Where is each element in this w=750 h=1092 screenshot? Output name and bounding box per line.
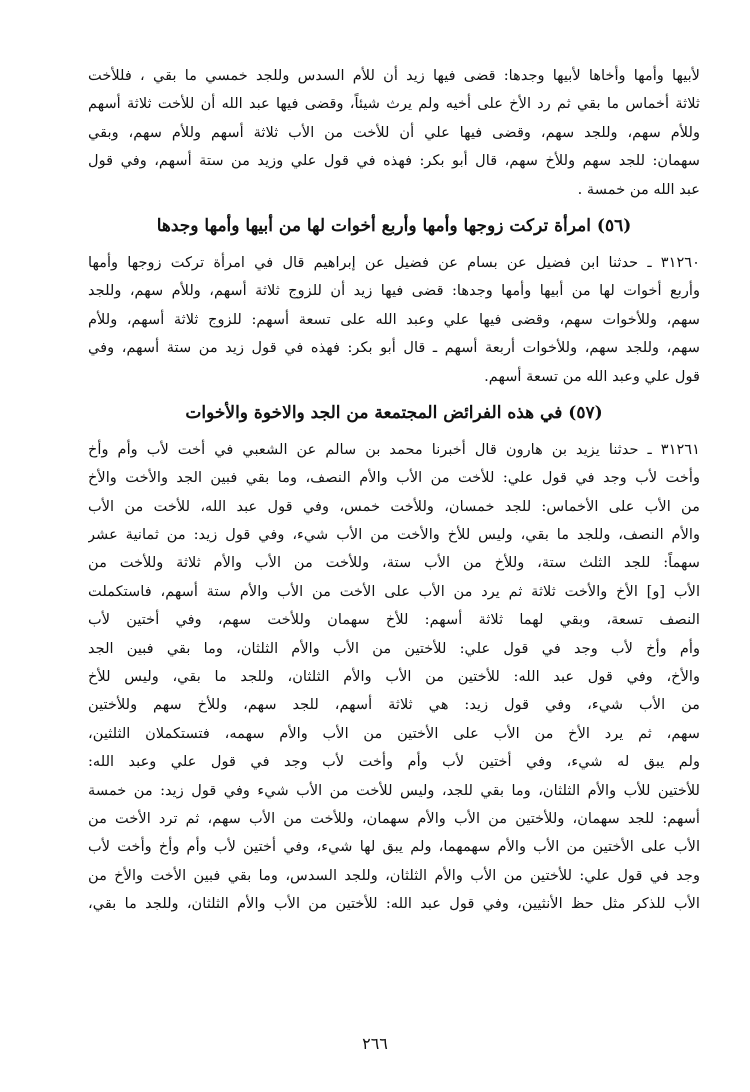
text-line: والأم النصف، وللجد ما بقي، وليس للأخ والأخت من الأب شيء، وفي قول زيد: من ثمانية عشر bbox=[88, 526, 700, 544]
text-line: سهم، ثم يرد الأخ من الأب على الأختين من الأب والأم سهمه، فتستكملان الثلثين، bbox=[88, 724, 700, 742]
text-line: سهم، وللجد سهم، وللأخوات أربعة أسهم ـ قال أبو بكر: فهذه في قول زيد من ستة أسهم، وفي bbox=[88, 339, 700, 357]
text-line: وأربع أخوات لها من أبيها وأمها وجدها: قضى فيها زيد أن للزوج ثلاثة أسهم، وللأم سهم، وللجد bbox=[88, 282, 700, 300]
text-line: ولم يبق له شيء، وفي أختين لأب وأم وأخت لأب وجد في قول علي وعبد الله: bbox=[88, 753, 700, 771]
text-line: سهم، وللأخوات سهم، وقضى فيها علي وعبد الله على تسعة أسهم: للزوج ثلاثة أسهم، وللأم bbox=[88, 310, 700, 328]
text-line: ٣١٢٦١ ـ حدثنا يزيد بن هارون قال أخبرنا محمد بن سالم عن الشعبي في أخت لأب وأم وأخ bbox=[88, 440, 700, 458]
text-line: عبد الله من خمسة . bbox=[577, 180, 700, 198]
text-line: سهماً: للجد الثلث ستة، وللأخ من الأب ستة، وللأخت من الأب والأم ثلاثة وللأخت من bbox=[88, 554, 700, 572]
section-heading-56: (٥٦) امرأة تركت زوجها وأمها وأربع أخوات لها من أبيها وأمها وجدها bbox=[156, 215, 632, 236]
text-line: قول علي وعبد الله من تسعة أسهم. bbox=[484, 367, 700, 385]
text-line: للأختين للأب والأم الثلثان، وما بقي للجد، وليس للأخت من الأب شيء وفي قول زيد: من خمسة bbox=[88, 781, 700, 799]
text-line: وأخت لأب وجد في قول علي: للأخت من الأب والأم النصف، وما بقي فبين الجد والأخت والأخ bbox=[88, 469, 700, 487]
text-line: لأبيها وأمها وأخاها لأبيها وجدها: قضى فيها زيد أن للأم السدس وللجد خمسي ما بقي ، فللأخت bbox=[88, 67, 700, 84]
text-line: وأم وأخ لأب وجد في قول علي: للأختين من الأب والأم الثلثان، وما بقي فبين الجد bbox=[88, 639, 700, 657]
section-heading-57: (٥٧) في هذه الفرائض المجتمعة من الجد والاخوة والأخوات bbox=[185, 402, 603, 423]
paragraph-31260 bbox=[88, 249, 700, 391]
text-line: أسهم: للجد سهمان، وللأختين من الأب والأم سهمان، وللأخت من الأب سهم، ثم ترد الأخت من bbox=[88, 809, 700, 827]
text-line: والأخ، وفي قول عبد الله: للأختين من الأب والأم الثلثان، وللجد ما بقي، وليس للأخ bbox=[88, 668, 700, 686]
page-body bbox=[88, 62, 700, 919]
text-line: وجد في قول علي: للأختين من الأب والأم الثلثان، وللجد السدس، وما بقي فبين الأخت والأخ من bbox=[88, 866, 700, 884]
text-line: من الأب شيء، وفي قول زيد: هي ثلاثة أسهم، للجد سهم، وللأخ سهم وللأختين bbox=[88, 696, 700, 714]
text-line: وللأم سهم، وللجد سهم، وقضى فيها علي أن للأخت من الأب ثلاثة أسهم وللأم سهم، وبقي bbox=[88, 123, 700, 141]
paragraph-31261 bbox=[88, 436, 700, 919]
text-line: النصف تسعة، وبقي لهما ثلاثة أسهم: للأخ سهمان وللأخت سهم، وفي أختين لأب bbox=[88, 611, 700, 629]
text-line: من الأب على الأخماس: للجد خمسان، وللأخت خمس، وفي قول عبد الله، للأخت من الأب bbox=[88, 497, 700, 515]
paragraph-continuation bbox=[88, 62, 700, 204]
text-line: الأب للذكر مثل حظ الأنثيين، وفي قول عبد الله: للأختين من الأب والأم الثلثان، وللجد ما بقي، bbox=[88, 895, 700, 913]
text-line: سهمان: للجد سهم وللأخ سهم، قال أبو بكر: فهذه في قول علي وزيد من ستة أسهم، وفي قول bbox=[88, 152, 700, 170]
text-line: الأب على الأختين من الأب والأم سهمهما، ولم يبق لها شيء، وفي أختين لأب وأم وأخ وأخت لأب bbox=[88, 838, 700, 856]
text-line: الأب [و] الأخ والأخت ثلاثة ثم يرد من الأب على الأخت من الأب والأم ستة أسهم، فاستكملت bbox=[88, 582, 700, 600]
page-number: ٢٦٦ bbox=[362, 1034, 388, 1053]
text-line: ثلاثة أخماس ما بقي ثم رد الأخ على أخيه ولم يرث شيئاً، وقضى فيها عبد الله أن للأخت ثلاثة أسهم bbox=[88, 95, 700, 113]
text-line: ٣١٢٦٠ ـ حدثنا ابن فضيل عن بسام عن فضيل عن إبراهيم قال في امرأة تركت زوجها وأمها bbox=[88, 253, 700, 271]
